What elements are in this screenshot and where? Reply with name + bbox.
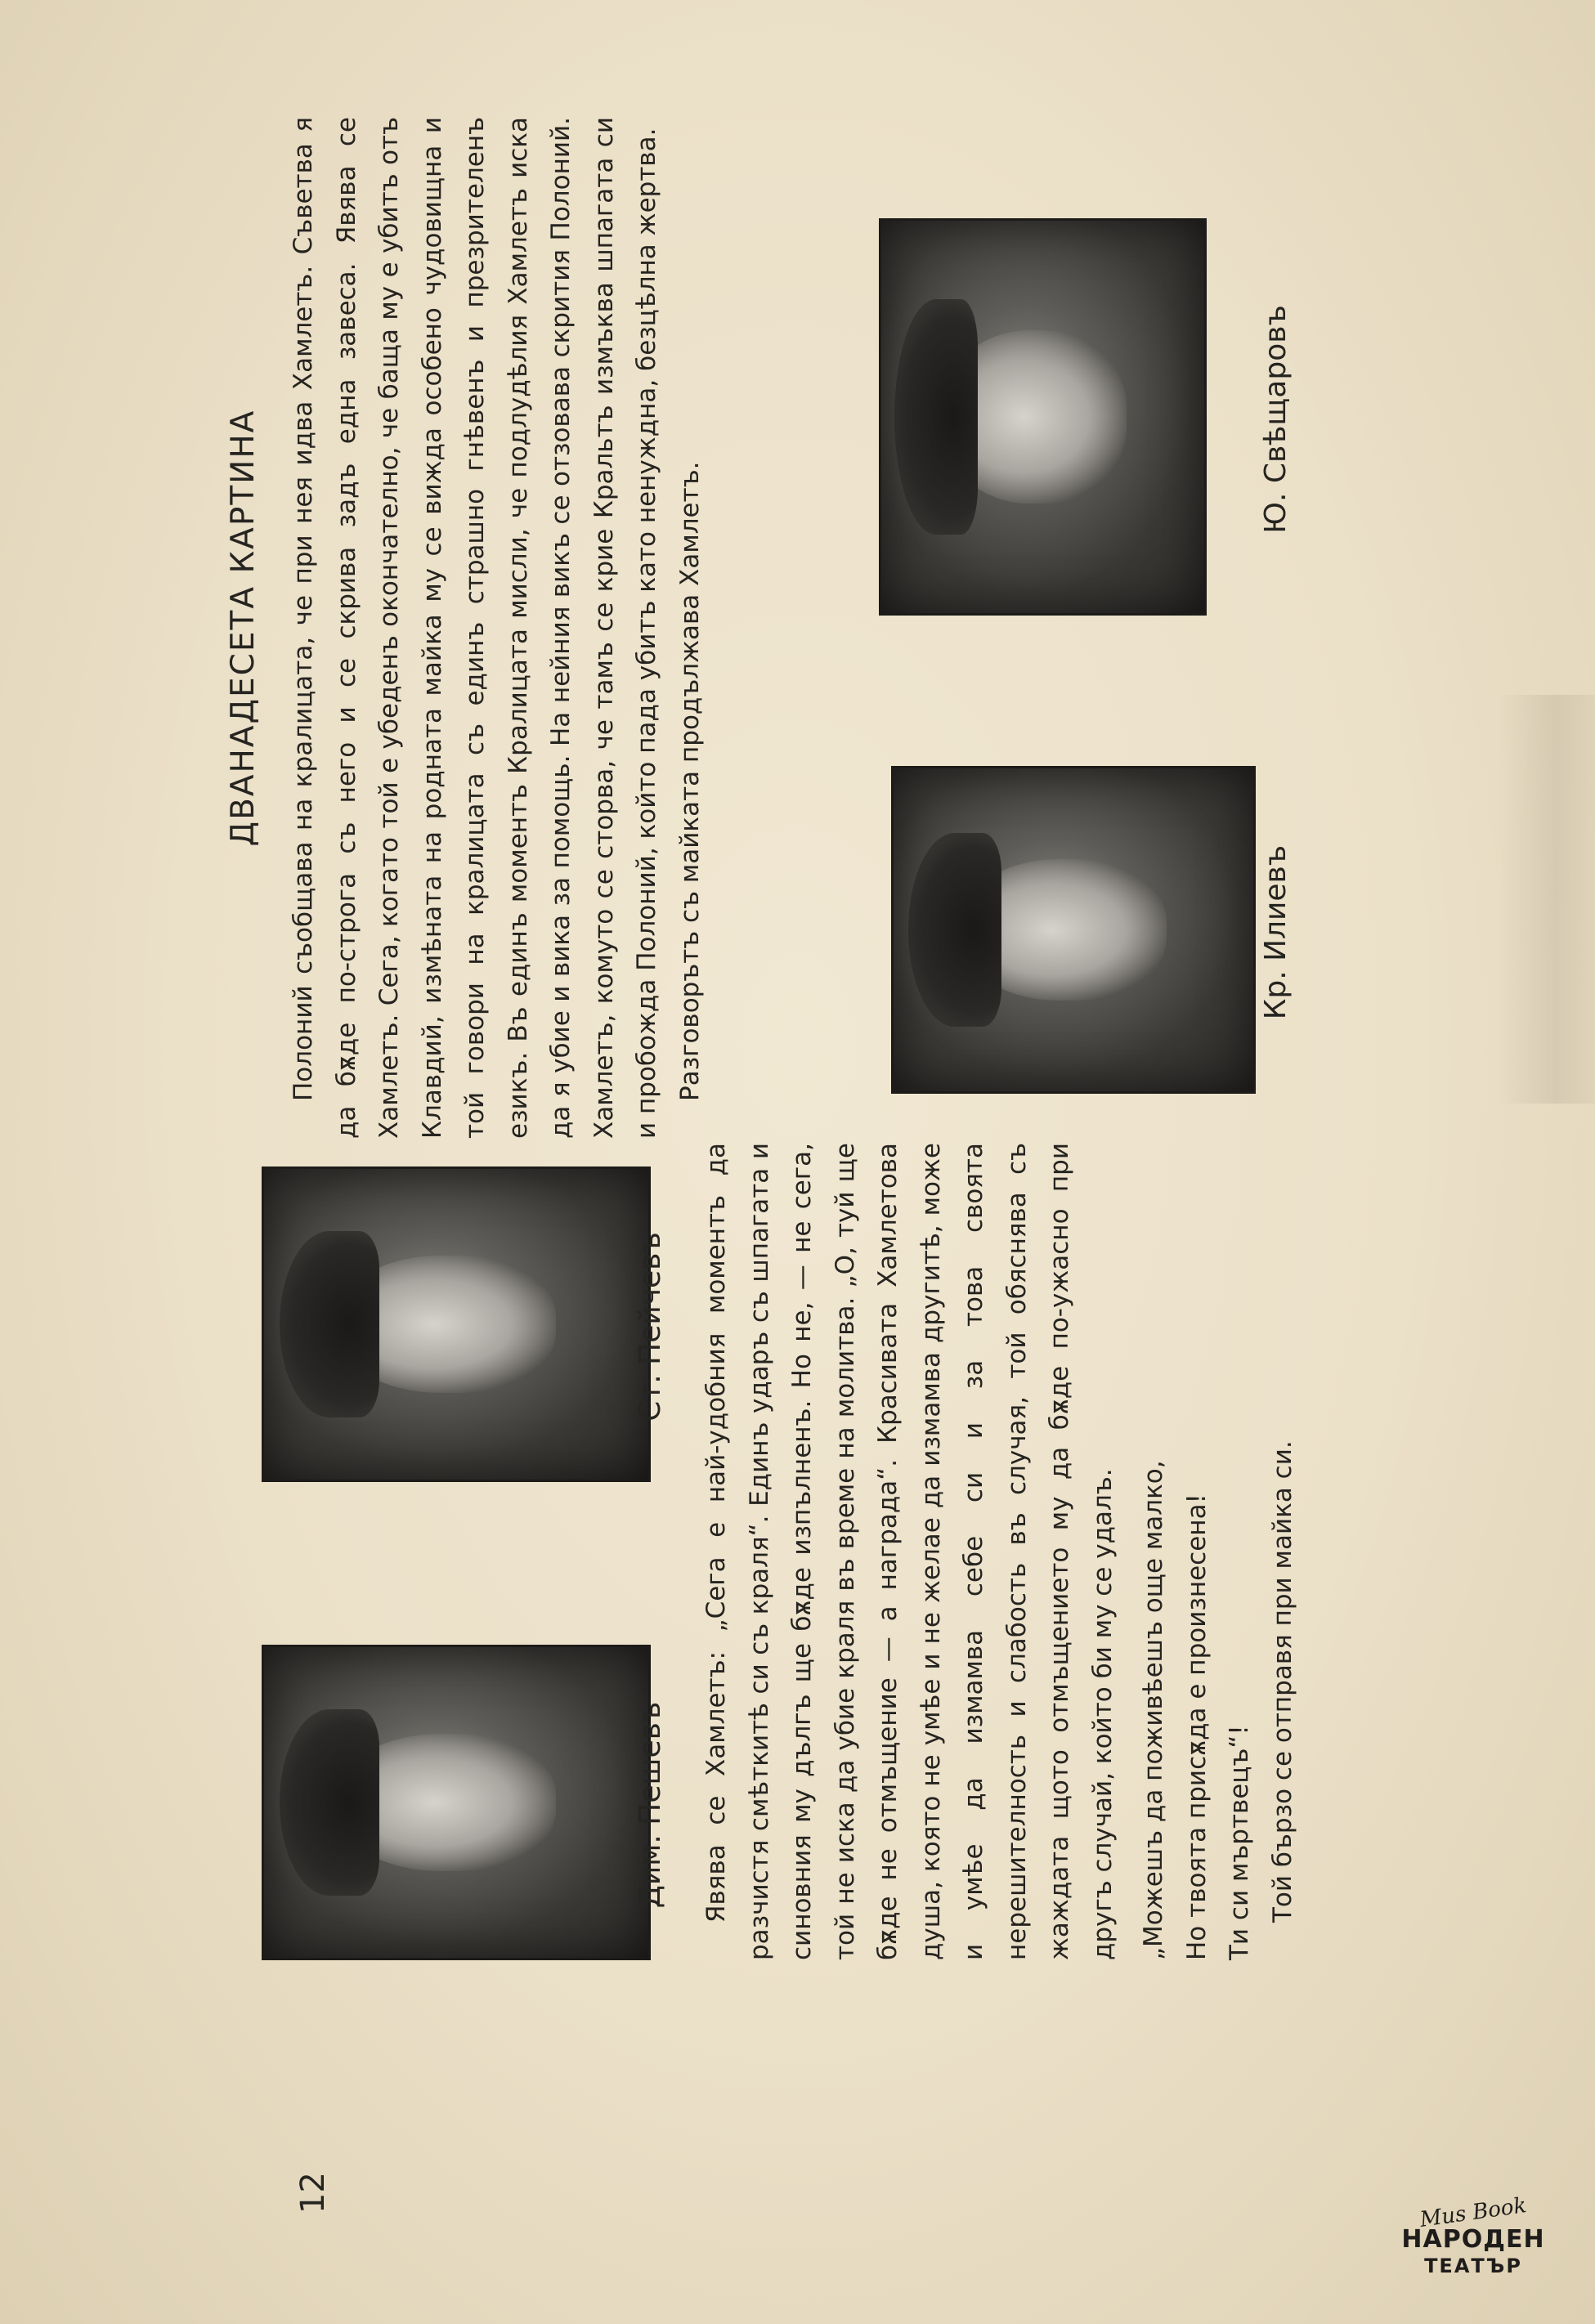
right-paragraph-1: Полоний съобщава на кралицата, че при нея идва Хамлетъ. Съветва я да бѫде по-строга съ него и се скрива задъ една завеса. Явява се Хамлетъ. Сега, когато той е убеденъ окончателно, че баща му е убитъ отъ Клавдий, измѣната на родната майка му се вижда особено чудовищна и той говори на кралицата съ единъ страшно гнѣвенъ и презрителенъ езикъ. Въ единъ моментъ Кралицата мисли, че подлудѣлия Хамлетъ иска да я убие и вика за помощь. На нейния викъ се отзовава скрития Полоний. Хамлетъ, комуто се сторва, че тамъ се крие Кральтъ измъква шпагата си и пробожда Полоний, който пада убитъ като ненуждна, безцѣлна жертва. <box>289 117 661 1139</box>
theatre-logo <box>1400 2193 1547 2297</box>
page-number: 12 <box>294 2172 332 2214</box>
right-page-text <box>282 117 711 1139</box>
actor-caption-peshev: Дим. Пешевъ <box>634 1701 667 1909</box>
actor-photo-sveshtarov <box>879 218 1207 616</box>
logo-line2: ТЕАТЪР <box>1424 2255 1522 2277</box>
section-title: ДВАНАДЕСЕТА КАРТИНА <box>225 409 262 847</box>
right-paragraph-2: Разговорътъ съ майката продължава Хамлетъ. <box>674 461 705 1101</box>
logo-script: Mus Book <box>1418 2193 1529 2232</box>
actor-caption-iliev: Кр. Илиевъ <box>1259 844 1293 1020</box>
verse-line: Но твоята присѫда е произнесена! <box>1181 1493 1212 1960</box>
left-paragraph: Явява се Хамлетъ: „Сега е най-удобния моментъ да разчистя смѣткитѣ си съ краля“. Единъ ударъ съ шпагата и синовния му дългъ ще бѫде изпълненъ. Но не, — не сега, той не иска да убие краля въ време на молитва. „О, туй ще бѫде не отмъщение — а награда“. Красивата Хамлетова душа, която не умѣе и не желае да измамва другитѣ, може и умѣе да измамва себе си и за това своята нерешителность и слабость въ случая, той обяснява съ жаждата щото отмъщението му да бѫде по-ужасно при другъ случай, който би му се удалъ. <box>701 1143 1118 1960</box>
verse-line: Ти си мъртвецъ“! <box>1225 1725 1254 1960</box>
quote-verse <box>1132 1143 1261 1960</box>
verse-line: „Можешъ да поживѣешъ още малко, <box>1139 1460 1168 1960</box>
actor-photo-peychev <box>262 1166 651 1482</box>
logo-line1: НАРОДЕН <box>1401 2225 1545 2254</box>
left-page-text <box>695 1143 1304 1960</box>
actor-caption-peychev: Ст. Пейчевъ <box>634 1232 667 1422</box>
actor-photo-iliev <box>891 766 1256 1094</box>
closing-line: Той бързо се отправя при майка си. <box>1267 1440 1297 1923</box>
actor-caption-sveshtarov: Ю. Свѣщаровъ <box>1259 305 1293 534</box>
actor-photo-peshev <box>262 1645 651 1960</box>
